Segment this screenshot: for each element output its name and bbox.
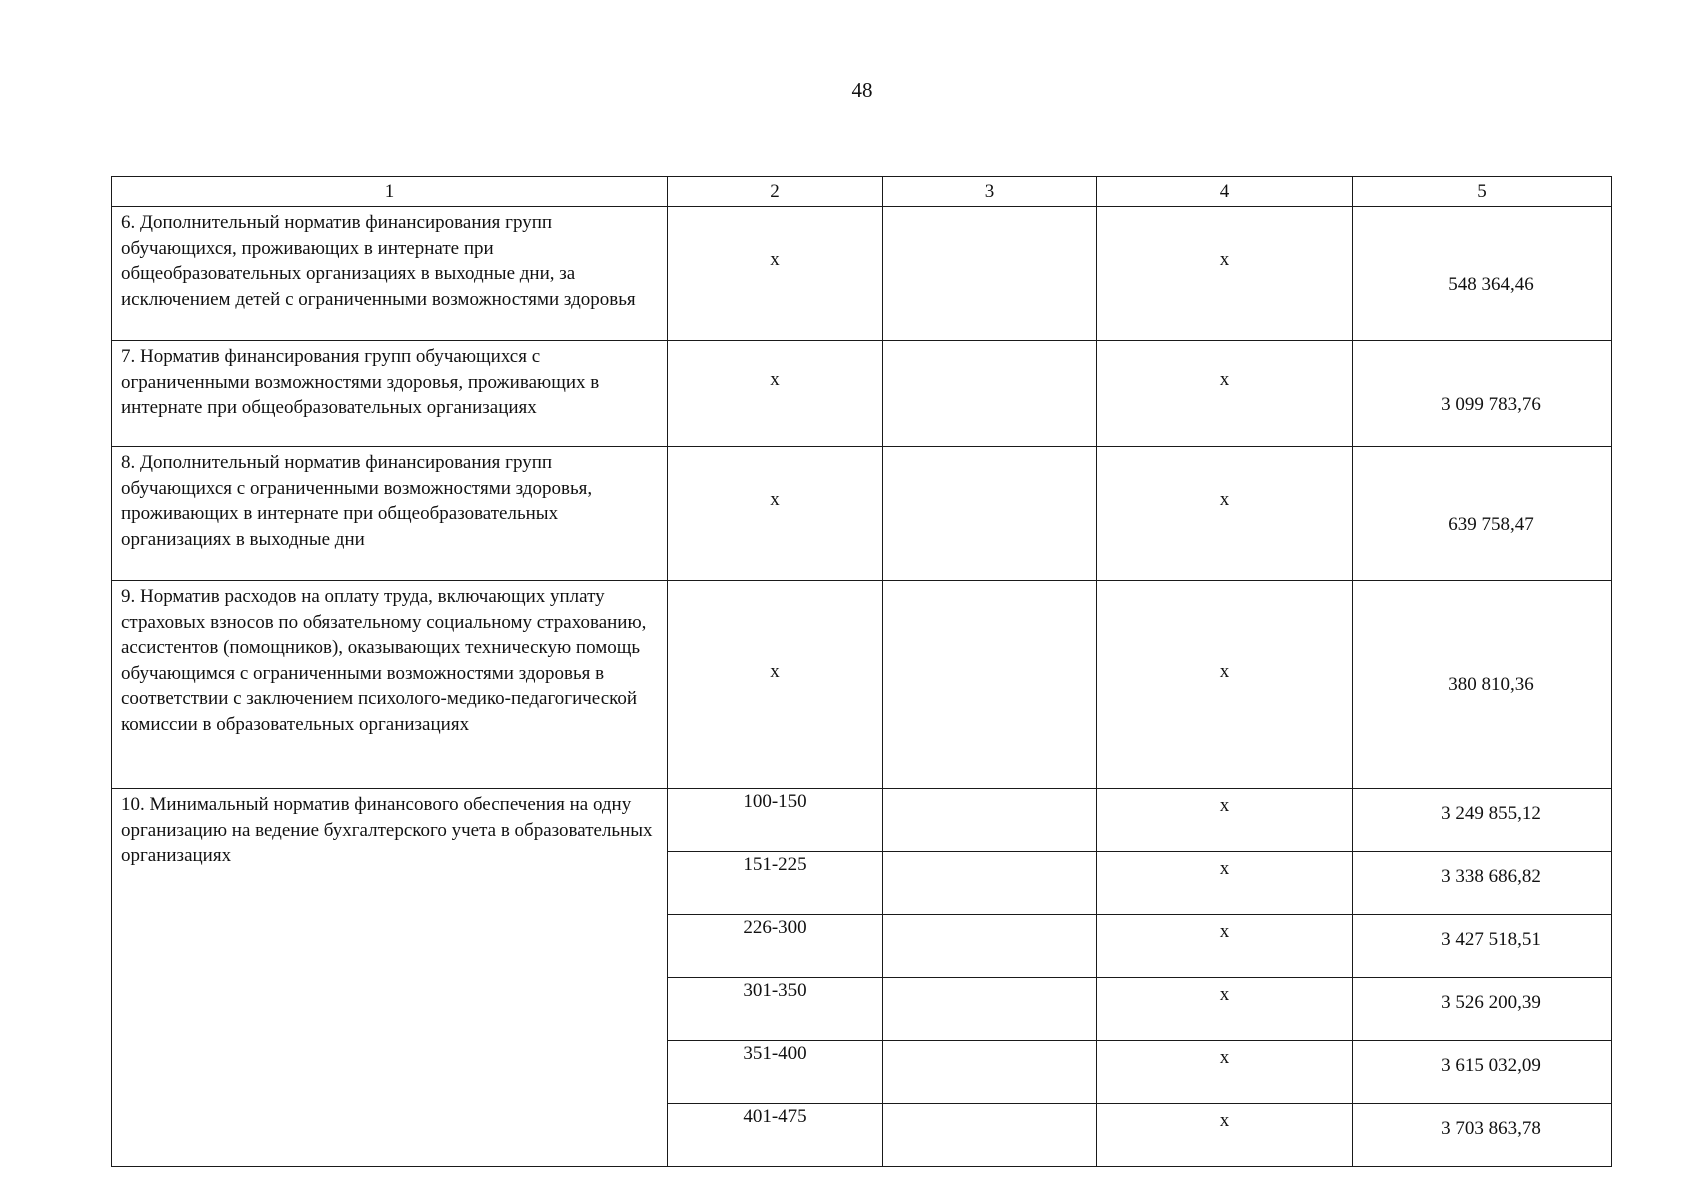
cell-mark: х: [1219, 369, 1230, 390]
cell-mark: х: [1097, 852, 1353, 915]
organization-size-range: 226-300: [668, 915, 883, 978]
cell-col5: [1353, 581, 1612, 789]
norm-value: 548 364,46: [1448, 273, 1534, 295]
cell-mark: х: [770, 369, 780, 390]
cell-col5: [1353, 447, 1612, 581]
table-row: [112, 341, 1612, 447]
norm-description: 10. Минимальный норматив финансового обеспечения на одну организацию на ведение бухгалтерского учета в образовательных организациях: [112, 789, 668, 1167]
column-header: 2: [668, 177, 883, 207]
page-number: 48: [851, 78, 873, 102]
organization-size-range: 151-225: [668, 852, 883, 915]
cell-col4: [1097, 581, 1353, 789]
norm-value: 3 249 855,12: [1353, 789, 1612, 852]
organization-size-range: 401-475: [668, 1104, 883, 1167]
column-header: 1: [112, 177, 668, 207]
organization-size-range: 100-150: [668, 789, 883, 852]
cell-mark: х: [770, 249, 780, 270]
cell-col5: [1353, 341, 1612, 447]
cell-mark: х: [1219, 661, 1230, 682]
cell-col3: [883, 789, 1097, 852]
table-row: [112, 207, 1612, 341]
table-header-row: [112, 177, 1612, 207]
cell-col2: [668, 207, 883, 341]
cell-mark: х: [1097, 789, 1353, 852]
financing-norms-table: [111, 176, 1612, 1167]
cell-col3: [883, 1104, 1097, 1167]
cell-col2: [668, 447, 883, 581]
cell-mark: х: [1219, 249, 1230, 270]
cell-col4: [1097, 207, 1353, 341]
norm-value: 3 703 863,78: [1353, 1104, 1612, 1167]
organization-size-range: 301-350: [668, 978, 883, 1041]
cell-col2: [668, 341, 883, 447]
norm-value: 3 427 518,51: [1353, 915, 1612, 978]
organization-size-range: 351-400: [668, 1041, 883, 1104]
norm-value: 380 810,36: [1448, 673, 1534, 695]
norm-description: 9. Норматив расходов на оплату труда, включающих уплату страховых взносов по обязательному социальному страхованию, ассистентов (помощников), оказывающих техническую помощь обучающимся с ограниченными возможностями здоровья в соответствии с заключением психолого-медико-педагогической комиссии в образовательных организациях: [112, 581, 668, 789]
cell-col5: [1353, 207, 1612, 341]
norm-value: 3 526 200,39: [1353, 978, 1612, 1041]
norm-value: 3 615 032,09: [1353, 1041, 1612, 1104]
cell-col3: [883, 341, 1097, 447]
norm-description: 6. Дополнительный норматив финансирования групп обучающихся, проживающих в интернате при общеобразовательных организациях в выходные дни, за исключением детей с ограниченными возможностями здоровья: [112, 207, 668, 341]
cell-mark: х: [1097, 1104, 1353, 1167]
cell-col3: [883, 207, 1097, 341]
norm-value: 3 338 686,82: [1353, 852, 1612, 915]
column-header: 5: [1353, 177, 1612, 207]
cell-col3: [883, 852, 1097, 915]
column-header: 3: [883, 177, 1097, 207]
cell-mark: х: [770, 489, 780, 510]
cell-col3: [883, 978, 1097, 1041]
table-row: [112, 447, 1612, 581]
norm-value: 3 099 783,76: [1441, 393, 1541, 415]
table-row: [112, 581, 1612, 789]
norm-value: 639 758,47: [1448, 513, 1534, 535]
column-header: 4: [1097, 177, 1353, 207]
cell-mark: х: [1097, 915, 1353, 978]
cell-mark: х: [1219, 489, 1230, 510]
cell-mark: х: [770, 661, 780, 682]
cell-col4: [1097, 447, 1353, 581]
cell-mark: х: [1097, 978, 1353, 1041]
cell-col3: [883, 447, 1097, 581]
cell-col3: [883, 581, 1097, 789]
cell-col4: [1097, 341, 1353, 447]
cell-col3: [883, 1041, 1097, 1104]
norm-description: 7. Норматив финансирования групп обучающихся с ограниченными возможностями здоровья, проживающих в интернате при общеобразовательных организациях: [112, 341, 668, 447]
norm-description: 8. Дополнительный норматив финансирования групп обучающихся с ограниченными возможностями здоровья, проживающих в интернате при общеобразовательных организациях в выходные дни: [112, 447, 668, 581]
cell-col3: [883, 915, 1097, 978]
table-row: [112, 789, 1612, 852]
cell-mark: х: [1097, 1041, 1353, 1104]
cell-col2: [668, 581, 883, 789]
